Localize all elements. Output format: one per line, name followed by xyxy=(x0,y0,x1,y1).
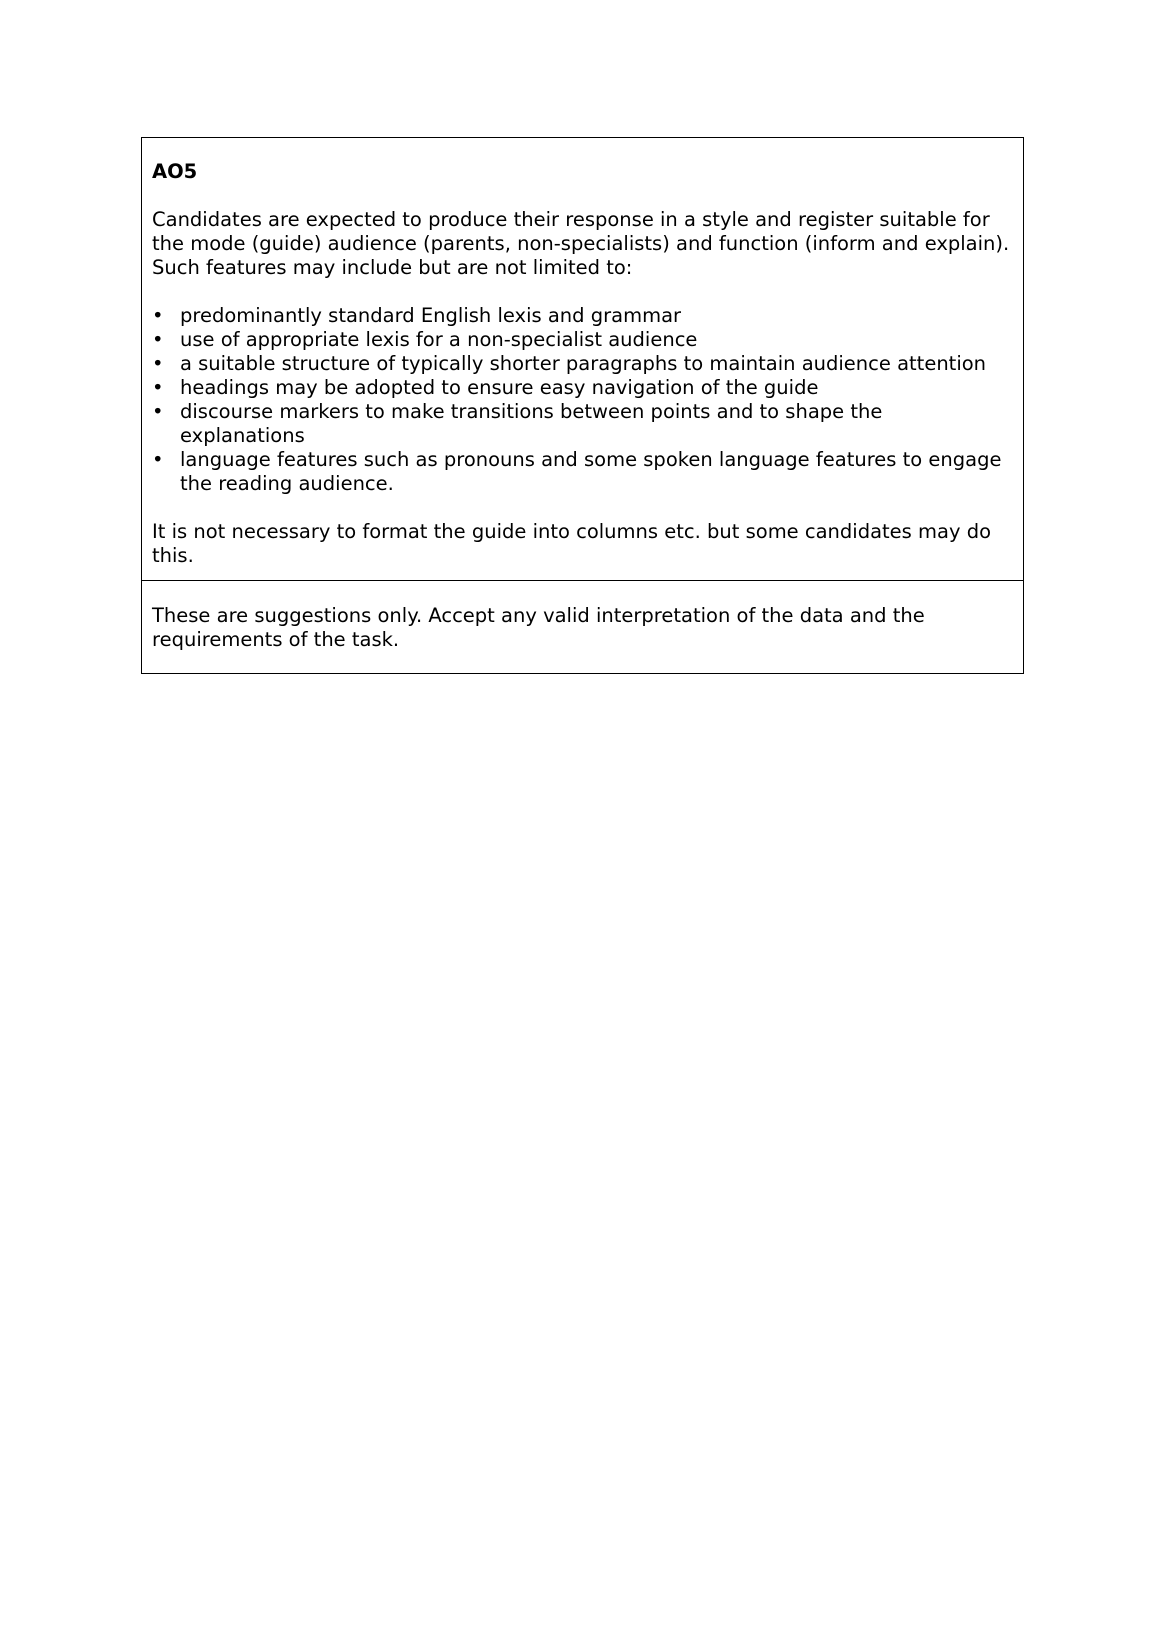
ao5-closing: It is not necessary to format the guide into columns etc. but some candidates may do this. xyxy=(152,520,992,567)
note-cell xyxy=(142,580,1023,673)
ao5-intro: Candidates are expected to produce their response in a style and register suitable for the mode (guide) audience (parents, non-specialists) and function (inform and explain). Such features may include but are not limited to: xyxy=(152,208,1010,279)
marking-guidance-table xyxy=(141,137,1024,674)
bullet-icon: • xyxy=(152,304,164,327)
list-item xyxy=(152,376,1013,400)
bullet-icon: • xyxy=(152,448,164,471)
list-item-text: language features such as pronouns and some spoken language features to engage the reading audience. xyxy=(180,448,1002,495)
bullet-icon: • xyxy=(152,400,164,423)
list-item-text: discourse markers to make transitions between points and to shape the explanations xyxy=(180,400,883,447)
bullet-icon: • xyxy=(152,376,164,399)
bullet-icon: • xyxy=(152,328,164,351)
suggestions-note: These are suggestions only. Accept any valid interpretation of the data and the requirements of the task. xyxy=(152,604,925,651)
ao5-heading: AO5 xyxy=(152,160,198,183)
list-item-text: headings may be adopted to ensure easy navigation of the guide xyxy=(180,376,819,399)
list-item xyxy=(152,328,1013,352)
list-item-text: a suitable structure of typically shorter paragraphs to maintain audience attention xyxy=(180,352,987,375)
list-item xyxy=(152,304,1013,328)
list-item-text: predominantly standard English lexis and grammar xyxy=(180,304,682,327)
ao5-feature-list xyxy=(152,304,1013,496)
list-item xyxy=(152,352,1013,376)
bullet-icon: • xyxy=(152,352,164,375)
list-item-text: use of appropriate lexis for a non-specialist audience xyxy=(180,328,698,351)
list-item xyxy=(152,448,1013,496)
list-item xyxy=(152,400,1013,448)
ao5-cell xyxy=(142,138,1023,580)
